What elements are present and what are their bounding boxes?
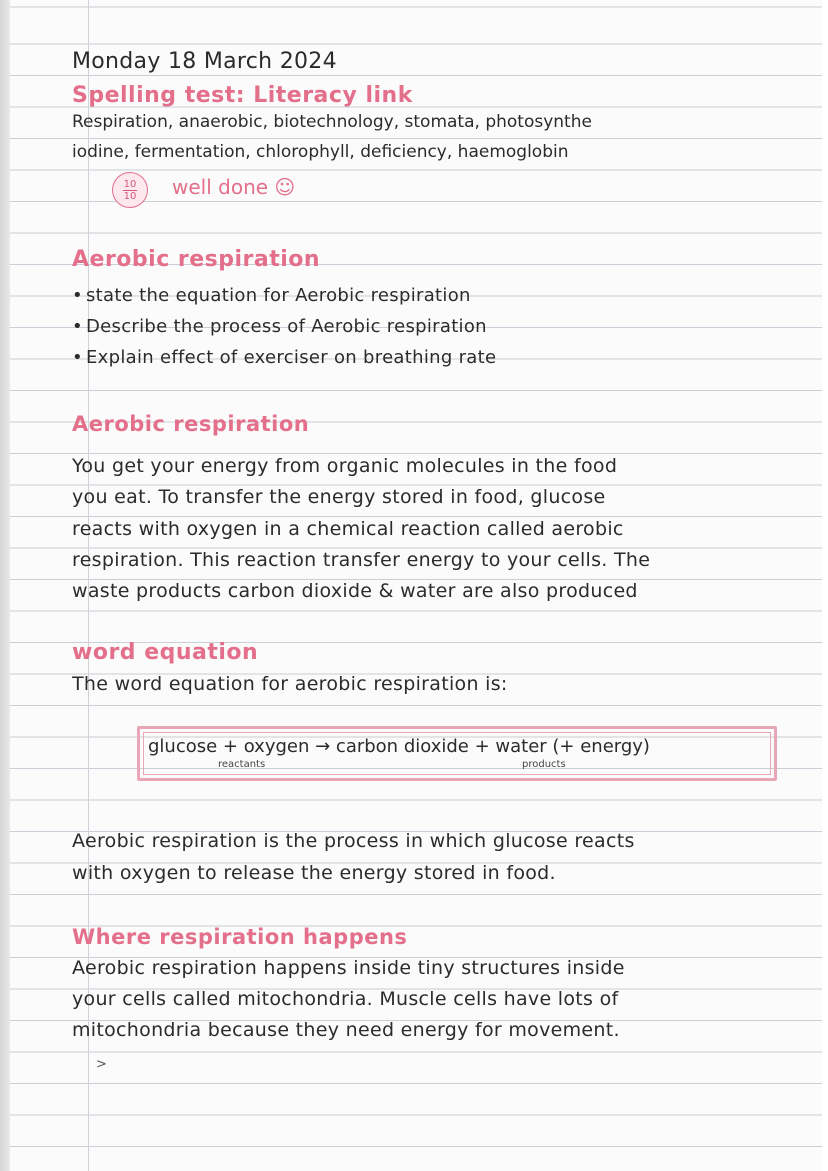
- reactants-label: reactants: [218, 759, 266, 770]
- definition-line: Aerobic respiration is the process in which glucose reacts: [72, 830, 635, 852]
- spelling-heading: Spelling test: Literacy link: [72, 83, 413, 108]
- objective-item-text: Explain effect of exerciser on breathing rate: [86, 347, 497, 368]
- objectives-heading: Aerobic respiration: [72, 247, 321, 272]
- objective-item: • Explain effect of exerciser on breathing rate: [72, 347, 497, 368]
- paragraph-line: respiration. This reaction transfer energy to your cells. The: [72, 549, 651, 571]
- where-heading: Where respiration happens: [72, 925, 408, 949]
- objective-item: • state the equation for Aerobic respiration: [72, 285, 471, 306]
- praise-comment: well done ☺: [172, 175, 296, 199]
- score-badge: [112, 172, 148, 208]
- score-numerator: 10: [123, 178, 137, 190]
- word-equation-intro: The word equation for aerobic respiration is:: [72, 673, 508, 695]
- objective-item-text: Describe the process of Aerobic respiration: [86, 316, 487, 337]
- stray-mark: >: [96, 1057, 108, 1072]
- paragraph-line: waste products carbon dioxide & water are also produced: [72, 580, 638, 602]
- spelling-words-line-2: iodine, fermentation, chlorophyll, deficiency, haemoglobin: [72, 142, 569, 162]
- page-date: Monday 18 March 2024: [72, 49, 337, 74]
- definition-line: with oxygen to release the energy stored in food.: [72, 862, 556, 884]
- objective-item: • Describe the process of Aerobic respiration: [72, 316, 487, 337]
- where-line: your cells called mitochondria. Muscle cells have lots of: [72, 988, 619, 1010]
- equation-box: [137, 726, 777, 781]
- score-denominator: 10: [123, 190, 137, 202]
- spelling-words-line-1: Respiration, anaerobic, biotechnology, stomata, photosynthe: [72, 112, 592, 132]
- word-equation: glucose + oxygen → carbon dioxide + water (+ energy): [148, 736, 650, 757]
- word-equation-heading: word equation: [72, 640, 259, 665]
- where-line: mitochondria because they need energy for movement.: [72, 1019, 620, 1041]
- paragraph-line: you eat. To transfer the energy stored in food, glucose: [72, 486, 606, 508]
- paragraph-line: You get your energy from organic molecules in the food: [72, 455, 618, 477]
- products-label: products: [522, 759, 566, 770]
- section-heading-aerobic: Aerobic respiration: [72, 412, 310, 436]
- where-line: Aerobic respiration happens inside tiny structures inside: [72, 957, 625, 979]
- objective-item-text: state the equation for Aerobic respiration: [86, 285, 471, 306]
- paragraph-line: reacts with oxygen in a chemical reaction called aerobic: [72, 518, 624, 540]
